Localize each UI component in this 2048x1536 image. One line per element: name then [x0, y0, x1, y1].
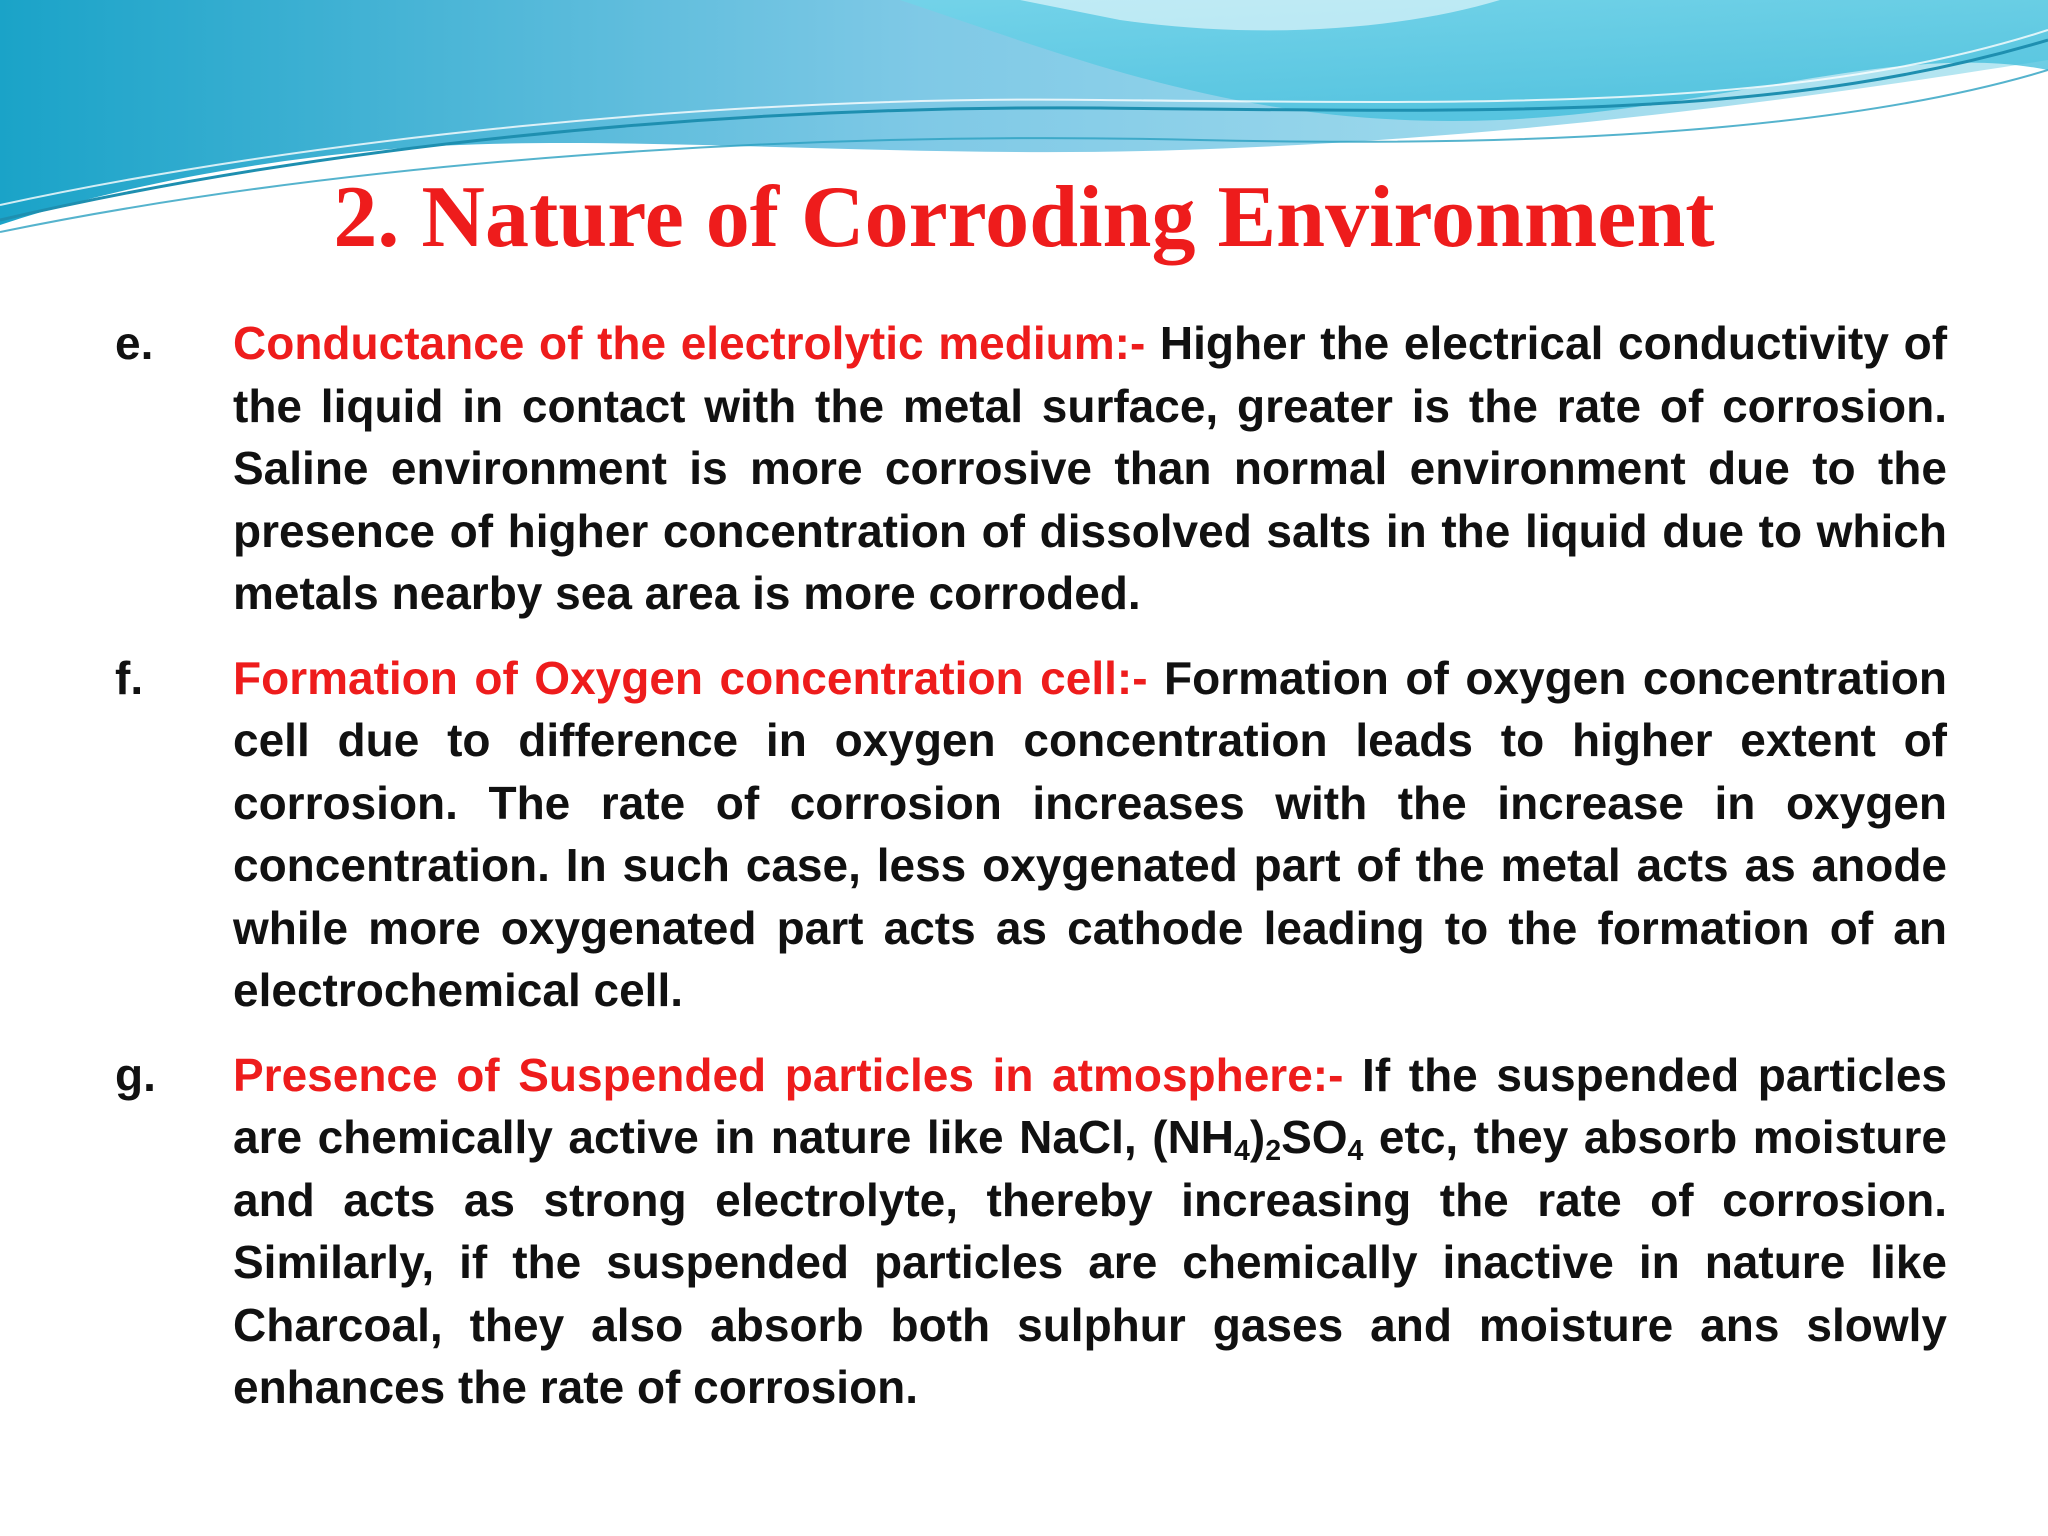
subscript: 2 — [1265, 1135, 1282, 1168]
item-heading: Conductance of the electrolytic medium:- — [233, 317, 1146, 369]
list-item — [115, 647, 1947, 1022]
item-text — [233, 647, 1947, 1022]
list-item — [115, 1044, 1947, 1419]
item-body-before: If the suspended particles are chemically active in nature like NaCl, (NH — [233, 1048, 1947, 1163]
item-text — [233, 1044, 1947, 1419]
item-body-after: etc, they absorb moisture and acts as strong electrolyte, thereby increasing the rate of corrosion. Similarly, if the suspended particles are chemically inactive in nature like Charcoal, they also absorb both sulphur gases and moisture ans slowly enhances the rate of corrosion. — [233, 1111, 1947, 1413]
item-text — [233, 312, 1947, 625]
item-body: Higher the electrical conductivity of the liquid in contact with the metal surface, greater is the rate of corrosion. Saline environment is more corrosive than normal environment due to the presence of higher concentration of dissolved salts in the liquid due to which metals nearby sea area is more corroded. — [233, 317, 1948, 619]
item-marker: g. — [115, 1048, 156, 1101]
list-item — [115, 312, 1947, 625]
slide-title: 2. Nature of Corroding Environment — [333, 169, 1715, 266]
item-body: Formation of oxygen concentration cell due to difference in oxygen concentration leads to higher extent of corrosion. The rate of corrosion increases with the increase in oxygen concentration. In such case, less oxygenated part of the metal acts as anode while more oxygenated part acts as cathode leading to the formation of an electrochemical cell. — [233, 651, 1948, 1016]
item-marker: e. — [115, 317, 154, 369]
item-heading: Formation of Oxygen concentration cell:- — [233, 651, 1148, 704]
item-list — [115, 312, 1947, 1441]
item-heading: Presence of Suspended particles in atmosphere:- — [233, 1048, 1344, 1101]
subscript: 4 — [1234, 1135, 1250, 1168]
subscript: 4 — [1347, 1135, 1364, 1168]
formula-part: ) — [1249, 1111, 1266, 1163]
item-marker: f. — [115, 651, 144, 704]
formula-part: SO — [1281, 1111, 1348, 1163]
